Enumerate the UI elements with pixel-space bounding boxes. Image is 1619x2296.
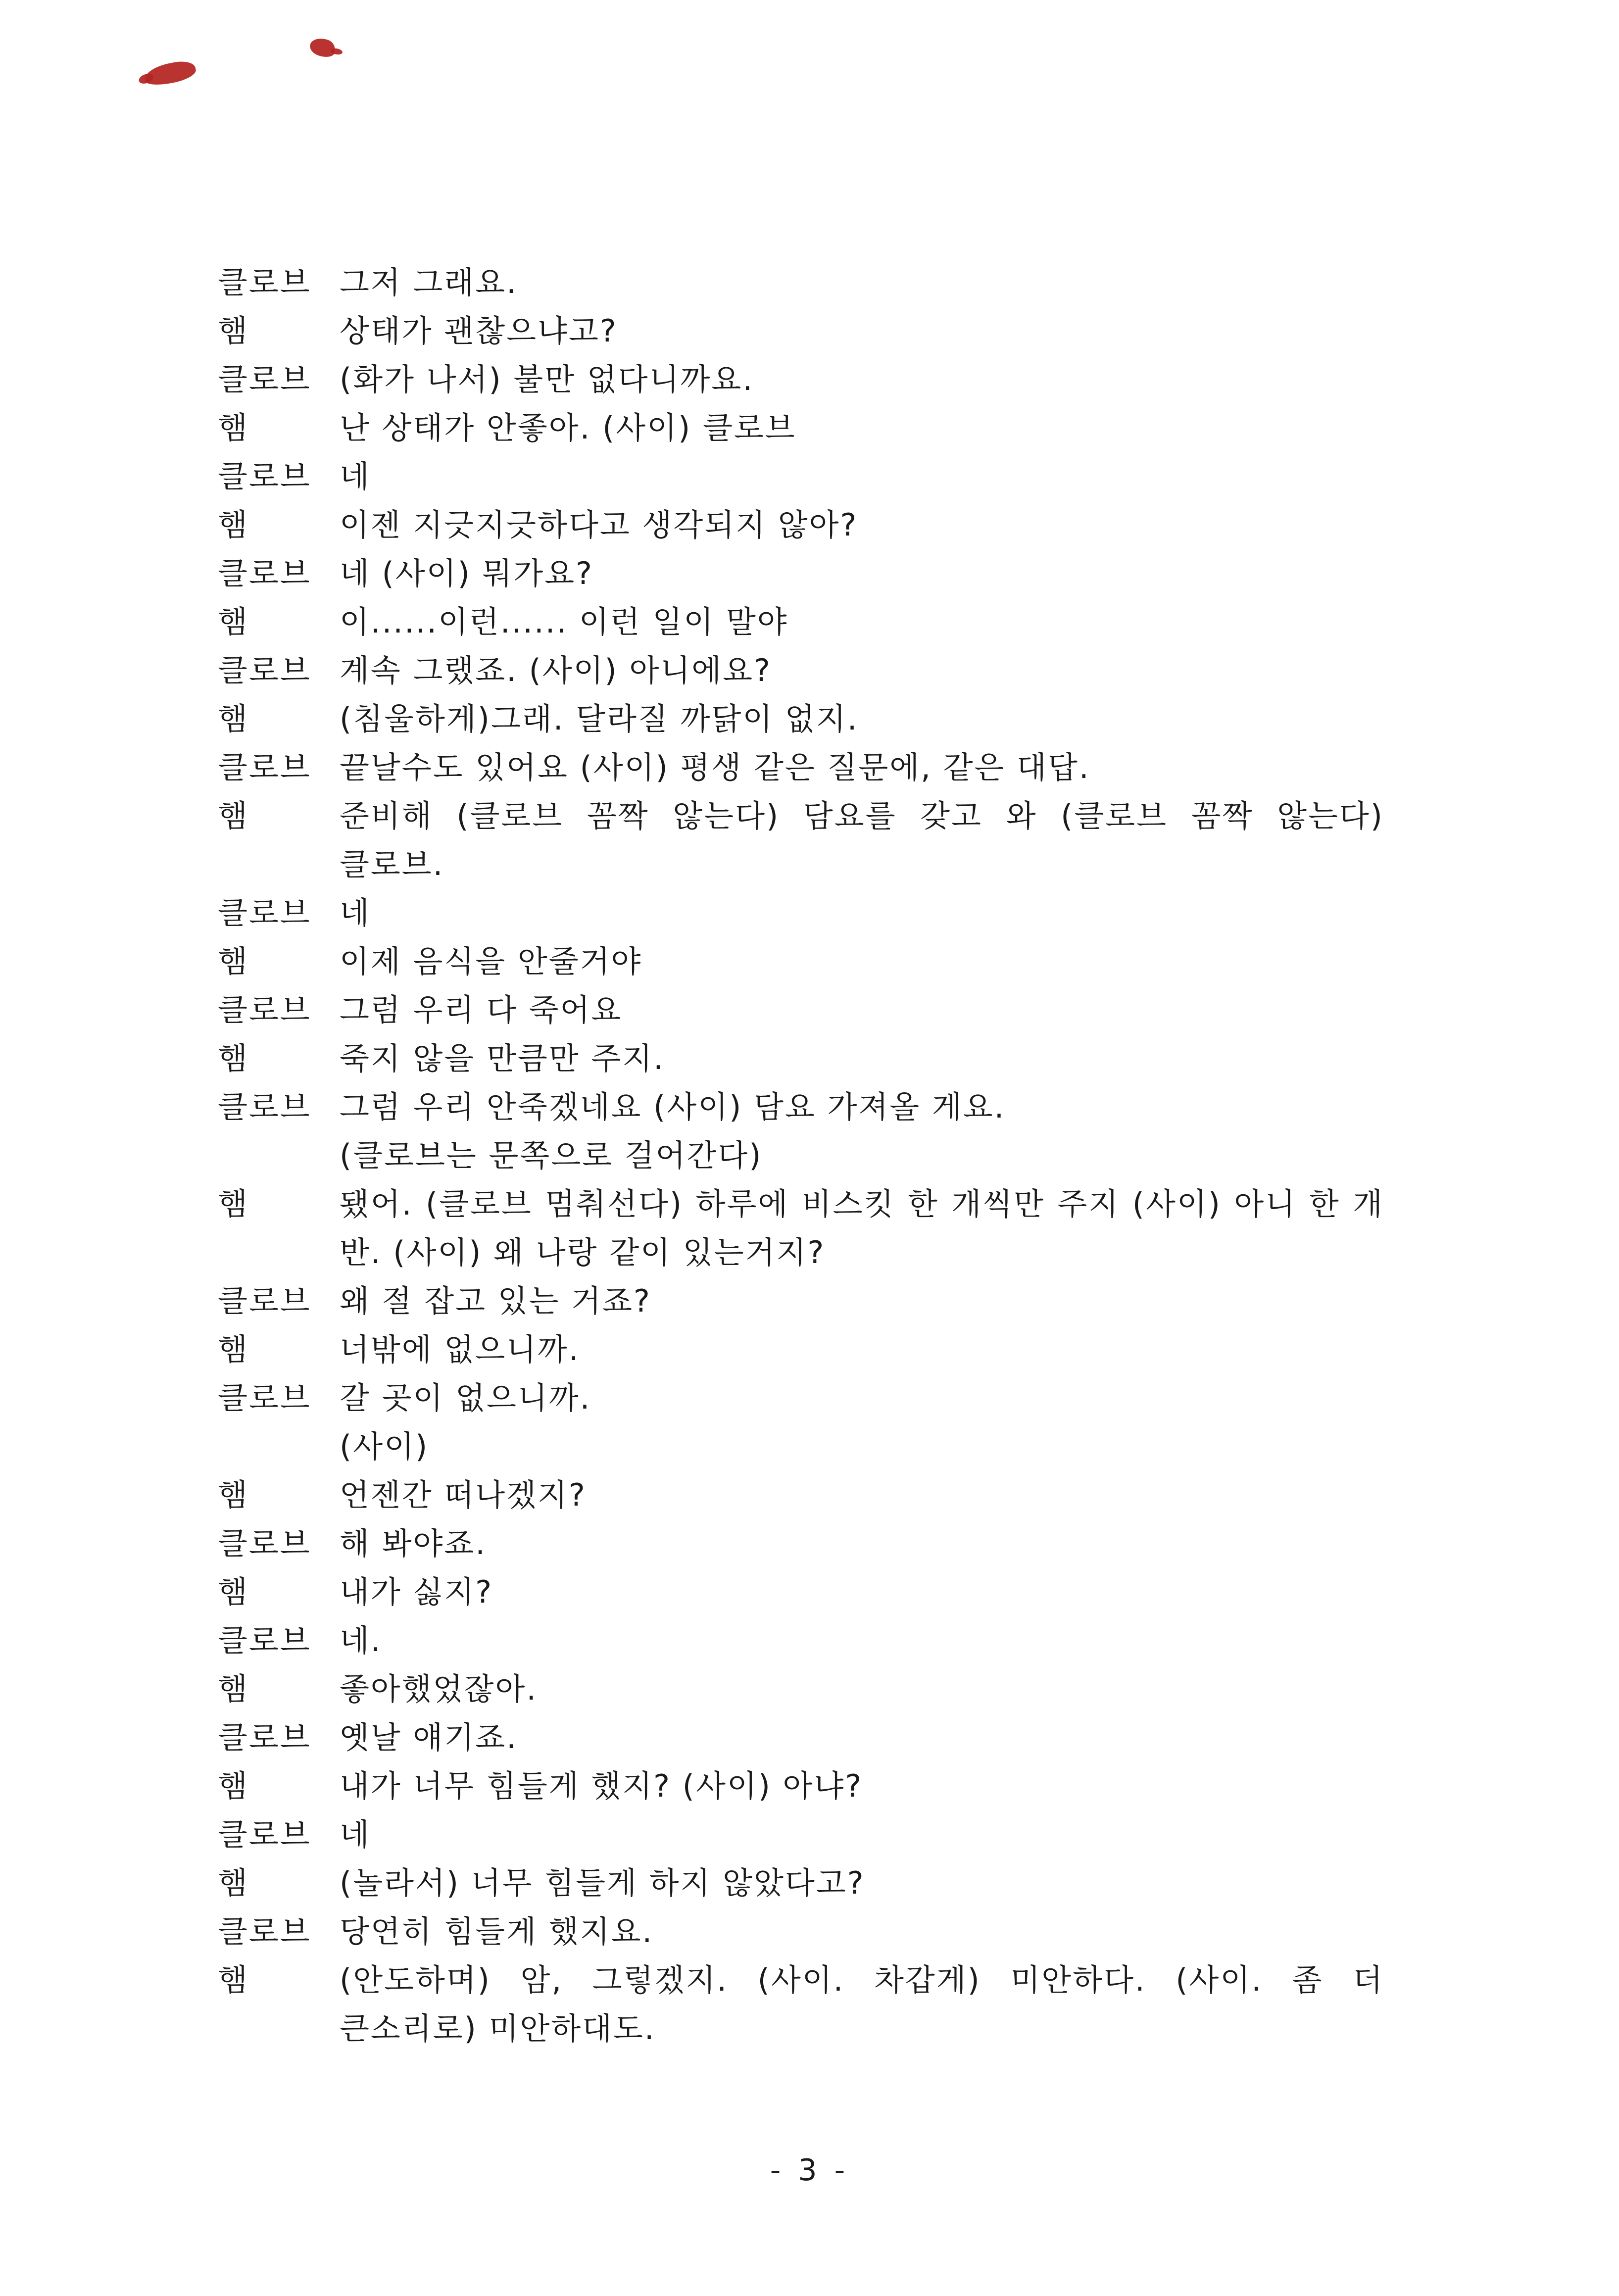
dialogue-text: 좋아했었잖아.: [340, 1671, 538, 1707]
dialogue-text: (화가 나서) 불만 없다니까요.: [340, 361, 754, 397]
dialogue-text: (안도하며) 암, 그렇겠지. (사이. 차갑게) 미안하다. (사이. 좀 더 큰소리로) 미안하대도.: [340, 1962, 1384, 2047]
speaker-name: 클로브: [218, 264, 311, 300]
dialogue-line: [218, 1956, 1386, 2053]
speaker-name: 클로브: [218, 361, 311, 397]
dialogue-line: [218, 1665, 1386, 1713]
speaker-name: 햄: [218, 1865, 249, 1901]
dialogue-line: [218, 1859, 1386, 1907]
dialogue-text: 너밖에 없으니까.: [340, 1331, 580, 1368]
speaker-name: 클로브: [218, 992, 311, 1028]
stage-direction-line: [218, 1131, 1386, 1180]
dialogue-text: 당연히 힘들게 했지요.: [340, 1913, 654, 1950]
dialogue-line: [218, 792, 1386, 889]
dialogue-text: 옛날 얘기죠.: [340, 1719, 518, 1756]
speaker-name: 햄: [218, 1040, 249, 1076]
dialogue-line: [218, 937, 1386, 986]
dialogue-line: [218, 258, 1386, 307]
dialogue-line: [218, 1713, 1386, 1762]
speaker-name: 클로브: [218, 555, 311, 591]
dialogue-text: 그럼 우리 다 죽어요: [340, 992, 623, 1028]
dialogue-text: (침울하게)그래. 달라질 까닭이 없지.: [340, 701, 859, 737]
dialogue-line: [218, 1277, 1386, 1325]
dialogue-text: 네: [340, 458, 371, 494]
dialogue-text: 왜 절 잡고 있는 거죠?: [340, 1283, 651, 1319]
dialogue-text: (놀라서) 너무 힘들게 하지 않았다고?: [340, 1865, 865, 1901]
speaker-name: 햄: [218, 604, 249, 640]
dialogue-text: 네.: [340, 1622, 382, 1659]
dialogue-line: [218, 986, 1386, 1034]
dialogue-text: 죽지 않을 만큼만 주지.: [340, 1040, 665, 1076]
dialogue-text: 이젠 지긋지긋하다고 생각되지 않아?: [340, 507, 858, 543]
dialogue-line: [218, 404, 1386, 452]
speaker-name: 햄: [218, 798, 249, 834]
speaker-name: 클로브: [218, 1913, 311, 1950]
speaker-name: 햄: [218, 1671, 249, 1707]
speaker-name: 클로브: [218, 1380, 311, 1416]
dialogue-text: 언젠간 떠나겠지?: [340, 1477, 587, 1513]
dialogue-line: [218, 1616, 1386, 1665]
speaker-name: 클로브: [218, 458, 311, 494]
speaker-name: 클로브: [218, 1719, 311, 1756]
speaker-name: 햄: [218, 507, 249, 543]
dialogue-text: 상태가 괜찮으냐고?: [340, 313, 618, 349]
dialogue-text: 해 봐야죠.: [340, 1525, 487, 1562]
dialogue-line: [218, 1325, 1386, 1374]
dialogue-line: [218, 646, 1386, 695]
dialogue-text: 난 상태가 안좋아. (사이) 클로브: [340, 410, 796, 446]
red-stain: [143, 58, 197, 89]
dialogue-text: 내가 너무 힘들게 했지? (사이) 아냐?: [340, 1768, 863, 1804]
speaker-name: 클로브: [218, 749, 311, 785]
speaker-name: 햄: [218, 1477, 249, 1513]
dialogue-text: 갈 곳이 없으니까.: [340, 1380, 591, 1416]
dialogue-text: 네: [340, 895, 371, 931]
speaker-name: 클로브: [218, 652, 311, 688]
dialogue-line: [218, 307, 1386, 355]
speaker-name: 햄: [218, 313, 249, 349]
speaker-name: 햄: [218, 1331, 249, 1368]
dialogue-text: 이......이런...... 이런 일이 말야: [340, 604, 788, 640]
dialogue-line: [218, 598, 1386, 646]
dialogue-line: [218, 1810, 1386, 1859]
dialogue-line: [218, 1568, 1386, 1616]
stage-direction-line: [218, 1422, 1386, 1471]
speaker-name: 클로브: [218, 1816, 311, 1853]
dialogue-text: 준비해 (클로브 꼼짝 않는다) 담요를 갖고 와 (클로브 꼼짝 않는다) 클로브.: [340, 798, 1384, 882]
speaker-name: 햄: [218, 1574, 249, 1610]
dialogue-text: 네 (사이) 뭐가요?: [340, 555, 594, 591]
dialogue-line: [218, 1083, 1386, 1131]
speaker-name: 햄: [218, 943, 249, 979]
dialogue-line: [218, 1034, 1386, 1083]
dialogue-line: [218, 452, 1386, 501]
dialogue-line: [218, 549, 1386, 598]
speaker-name: 햄: [218, 1186, 249, 1222]
script-dialogue: [218, 258, 1386, 2053]
stage-direction-text: (클로브는 문쪽으로 걸어간다): [340, 1137, 763, 1173]
speaker-name: 클로브: [218, 1525, 311, 1562]
speaker-name: 햄: [218, 410, 249, 446]
dialogue-line: [218, 743, 1386, 792]
dialogue-text: 계속 그랬죠. (사이) 아니에요?: [340, 652, 772, 688]
dialogue-line: [218, 1180, 1386, 1277]
speaker-name: 햄: [218, 701, 249, 737]
dialogue-line: [218, 355, 1386, 404]
speaker-name: 햄: [218, 1768, 249, 1804]
dialogue-line: [218, 1519, 1386, 1568]
red-stain: [308, 35, 338, 60]
dialogue-text: 이제 음식을 안줄거야: [340, 943, 642, 979]
dialogue-text: 끝날수도 있어요 (사이) 평생 같은 질문에, 같은 대답.: [340, 749, 1090, 785]
page-number: - 3 -: [770, 2153, 849, 2188]
dialogue-line: [218, 1471, 1386, 1519]
stage-direction-text: (사이): [340, 1428, 429, 1465]
speaker-name: 햄: [218, 1962, 249, 1998]
dialogue-line: [218, 1762, 1386, 1810]
dialogue-text: 그럼 우리 안죽겠네요 (사이) 담요 가져올 게요.: [340, 1089, 1006, 1125]
dialogue-text: 네: [340, 1816, 371, 1853]
dialogue-line: [218, 1907, 1386, 1956]
speaker-name: 클로브: [218, 1283, 311, 1319]
dialogue-line: [218, 501, 1386, 549]
dialogue-text: 내가 싫지?: [340, 1574, 493, 1610]
dialogue-line: [218, 695, 1386, 743]
dialogue-line: [218, 1374, 1386, 1422]
dialogue-line: [218, 889, 1386, 937]
speaker-name: 클로브: [218, 1089, 311, 1125]
dialogue-text: 됐어. (클로브 멈춰선다) 하루에 비스킷 한 개씩만 주지 (사이) 아니 한 개 반. (사이) 왜 나랑 같이 있는거지?: [340, 1186, 1384, 1270]
speaker-name: 클로브: [218, 1622, 311, 1659]
speaker-name: 클로브: [218, 895, 311, 931]
dialogue-text: 그저 그래요.: [340, 264, 518, 300]
